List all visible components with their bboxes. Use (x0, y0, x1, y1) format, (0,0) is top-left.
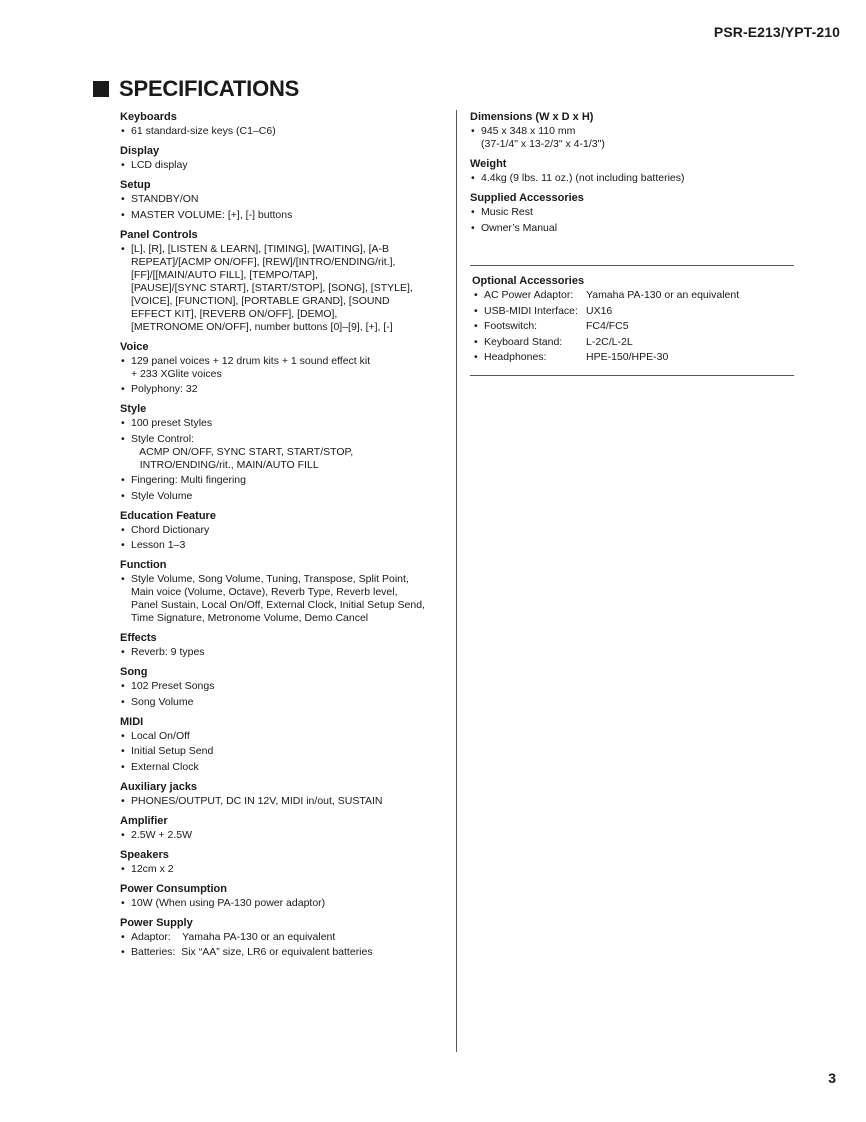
spec-text: EFFECT KIT], [REVERB ON/OFF], [DEMO], (131, 307, 338, 320)
spec-item (120, 680, 445, 693)
model-number: PSR-E213/YPT-210 (713, 24, 840, 40)
spec-section-amplifier (120, 814, 445, 842)
bullet-icon: • (471, 221, 475, 234)
accessory-label: USB-MIDI Interface: (484, 304, 578, 317)
spec-section-panel-controls (120, 228, 445, 334)
spec-section-style (120, 402, 445, 503)
column-divider (456, 110, 457, 1052)
spec-item (120, 646, 445, 659)
accessory-value: L-2C/L-2L (586, 335, 633, 348)
spec-text: Owner’s Manual (481, 221, 558, 234)
section-title: Power Consumption (120, 882, 227, 895)
spec-item (120, 417, 445, 430)
optional-accessory-item (472, 305, 794, 318)
spec-text: 12cm x 2 (131, 862, 174, 875)
spec-section-supplied-accessories (470, 191, 792, 235)
spec-item (120, 125, 445, 138)
spec-text: 100 preset Styles (131, 417, 213, 429)
spec-text: Batteries: Six “AA” size, LR6 or equivalent batteries (131, 946, 373, 958)
bullet-icon: • (121, 125, 125, 137)
spec-text: Reverb: 9 types (131, 646, 205, 658)
spec-item (120, 193, 445, 206)
spec-text: External Clock (131, 760, 199, 773)
optional-accessory-item (472, 320, 794, 333)
section-title: Amplifier (120, 814, 168, 827)
spec-item (120, 433, 445, 472)
bullet-icon: • (121, 539, 125, 551)
bullet-icon: • (474, 335, 478, 348)
section-title: Panel Controls (120, 228, 198, 241)
bullet-icon: • (121, 573, 125, 585)
spec-text: [PAUSE]/[SYNC START], [START/STOP], [SONG], [STYLE], (131, 281, 413, 294)
bullet-icon: • (121, 946, 125, 958)
spec-text: 102 Preset Songs (131, 680, 215, 692)
spec-text: Chord Dictionary (131, 523, 210, 536)
bullet-icon: • (121, 729, 125, 742)
spec-section-midi (120, 715, 445, 774)
spec-section-education-feature (120, 509, 445, 553)
optional-accessory-item (472, 336, 794, 349)
spec-text: Polyphony: 32 (131, 383, 198, 395)
accessory-label: Footswitch: (484, 320, 538, 332)
spec-item (120, 761, 445, 774)
spec-item (120, 795, 445, 808)
spec-text: 10W (When using PA-130 power adaptor) (131, 896, 326, 909)
bullet-icon: • (121, 417, 125, 429)
spec-item (120, 355, 445, 381)
section-title: Weight (470, 158, 507, 170)
optional-accessories-list (472, 289, 794, 364)
spec-item (120, 159, 445, 172)
spec-section-function (120, 558, 445, 625)
spec-section-setup (120, 178, 445, 222)
spec-text: 61 standard-size keys (C1–C6) (131, 125, 276, 137)
spec-text: 2.5W + 2.5W (131, 828, 192, 841)
bullet-icon: • (474, 320, 478, 332)
spec-section-weight (470, 157, 792, 185)
section-title: Power Supply (120, 916, 193, 929)
spec-text: LCD display (131, 159, 188, 171)
spec-item (120, 730, 445, 743)
spec-section-effects (120, 631, 445, 659)
bullet-icon: • (121, 680, 125, 692)
title-square-icon (93, 81, 109, 97)
spec-text: Music Rest (481, 206, 533, 218)
bullet-icon: • (474, 304, 478, 317)
spec-item (120, 863, 445, 876)
section-title: Voice (120, 340, 149, 353)
spec-section-song (120, 665, 445, 709)
bullet-icon: • (121, 794, 125, 807)
accessory-value: HPE-150/HPE-30 (586, 351, 669, 363)
bullet-icon: • (121, 159, 125, 171)
bullet-icon: • (121, 896, 125, 909)
bullet-icon: • (121, 523, 125, 536)
right-column (470, 110, 792, 241)
optional-accessory-item (472, 351, 794, 364)
spec-section-display (120, 144, 445, 172)
spec-text: Main voice (Volume, Octave), Reverb Type, Reverb level, (131, 586, 398, 598)
left-column (120, 110, 445, 965)
accessory-label: Keyboard Stand: (484, 335, 563, 348)
bullet-icon: • (121, 383, 125, 395)
spec-text: MASTER VOLUME: [+], [-] buttons (131, 208, 293, 221)
spec-text: + 233 XGlite voices (131, 367, 222, 380)
optional-accessories-box (470, 265, 794, 376)
bullet-icon: • (121, 474, 125, 486)
spec-item (470, 206, 792, 219)
bullet-icon: • (121, 930, 125, 943)
spec-text: Style Control: (131, 432, 195, 445)
spec-section-keyboards (120, 110, 445, 138)
section-title: Speakers (120, 848, 169, 861)
spec-item (470, 222, 792, 235)
bullet-icon: • (121, 695, 125, 708)
accessory-label: Headphones: (484, 351, 547, 363)
spec-text: STANDBY/ON (131, 193, 199, 205)
bullet-icon: • (121, 432, 125, 445)
spec-text: (37-1/4" x 13-2/3" x 4-1/3") (481, 138, 605, 150)
spec-item (120, 696, 445, 709)
spec-text: [VOICE], [FUNCTION], [PORTABLE GRAND], [SOUND (131, 294, 390, 307)
spec-text: 129 panel voices + 12 drum kits + 1 sound effect kit (131, 354, 371, 367)
bullet-icon: • (471, 206, 475, 218)
spec-item (120, 383, 445, 396)
bullet-icon: • (121, 745, 125, 757)
spec-item (120, 931, 445, 944)
spec-item (120, 946, 445, 959)
accessory-value: FC4/FC5 (586, 320, 629, 332)
bullet-icon: • (121, 208, 125, 221)
spec-text: Song Volume (131, 695, 194, 708)
section-title: Song (120, 666, 148, 678)
bullet-icon: • (121, 760, 125, 773)
spec-text: Local On/Off (131, 729, 190, 742)
spec-section-dimensions-w-x-d-x-h (470, 110, 792, 151)
spec-text: Adaptor: Yamaha PA-130 or an equivalent (131, 930, 336, 943)
spec-text: [METRONOME ON/OFF], number buttons [0]–[9], [+], [-] (131, 320, 393, 333)
spec-item (120, 243, 445, 334)
spec-text: Fingering: Multi fingering (131, 474, 246, 486)
spec-text: 945 x 348 x 110 mm (481, 125, 576, 137)
optional-accessory-item (472, 289, 794, 302)
spec-text: Panel Sustain, Local On/Off, External Clock, Initial Setup Send, (131, 599, 425, 611)
spec-text: Style Volume, Song Volume, Tuning, Transpose, Split Point, (131, 573, 409, 585)
section-title: Education Feature (120, 509, 216, 522)
page-title: SPECIFICATIONS (119, 76, 300, 101)
section-title: Auxiliary jacks (120, 780, 198, 793)
spec-text: [L], [R], [LISTEN & LEARN], [TIMING], [WAITING], [A-B (131, 242, 390, 255)
bullet-icon: • (471, 125, 475, 137)
spec-section-auxiliary-jacks (120, 780, 445, 808)
section-title: Function (120, 559, 167, 571)
spec-text: Lesson 1–3 (131, 539, 186, 551)
spec-section-speakers (120, 848, 445, 876)
spec-item (120, 524, 445, 537)
accessory-value: UX16 (586, 304, 613, 317)
spec-text: 4.4kg (9 lbs. 11 oz.) (not including batteries) (481, 172, 685, 184)
spec-item (120, 897, 445, 910)
spec-item (120, 573, 445, 625)
page-number: 3 (828, 1070, 836, 1086)
title-block (93, 76, 299, 102)
spec-text: [FF]/[[MAIN/AUTO FILL], [TEMPO/TAP], (131, 268, 318, 281)
spec-item (470, 172, 792, 185)
bullet-icon: • (471, 172, 475, 184)
spec-item (120, 490, 445, 503)
accessory-label: AC Power Adaptor: (484, 289, 574, 301)
section-title: Supplied Accessories (470, 192, 584, 204)
spec-text: Time Signature, Metronome Volume, Demo Cancel (131, 612, 369, 624)
spec-section-power-supply (120, 916, 445, 960)
section-title: Keyboards (120, 111, 177, 123)
spec-text: Initial Setup Send (131, 745, 214, 757)
spec-item (120, 209, 445, 222)
spec-item (470, 125, 792, 151)
section-title: Display (120, 145, 160, 157)
spec-item (120, 539, 445, 552)
spec-section-voice (120, 340, 445, 397)
accessory-value: Yamaha PA-130 or an equivalent (586, 289, 740, 301)
bullet-icon: • (121, 862, 125, 875)
bullet-icon: • (474, 289, 478, 301)
bullet-icon: • (474, 351, 478, 363)
bullet-icon: • (121, 354, 125, 367)
bullet-icon: • (121, 828, 125, 841)
spec-text: Style Volume (131, 489, 193, 502)
section-title: MIDI (120, 715, 144, 728)
section-title: Effects (120, 632, 157, 644)
spec-text: REPEAT]/[ACMP ON/OFF], [REW]/[INTRO/ENDING/rit.], (131, 255, 396, 268)
bullet-icon: • (121, 646, 125, 658)
spec-item (120, 474, 445, 487)
spec-text: ACMP ON/OFF, SYNC START, START/STOP, (131, 445, 354, 458)
bullet-icon: • (121, 193, 125, 205)
bullet-icon: • (121, 489, 125, 502)
section-title: Dimensions (W x D x H) (470, 111, 594, 123)
spec-text: PHONES/OUTPUT, DC IN 12V, MIDI in/out, SUSTAIN (131, 794, 383, 807)
section-title: Style (120, 403, 147, 415)
spec-section-power-consumption (120, 882, 445, 910)
spec-item (120, 829, 445, 842)
bullet-icon: • (121, 242, 125, 255)
spec-text: INTRO/ENDING/rit., MAIN/AUTO FILL (131, 458, 319, 471)
section-title: Setup (120, 179, 151, 191)
spec-item (120, 745, 445, 758)
optional-accessories-title: Optional Accessories (472, 275, 585, 287)
